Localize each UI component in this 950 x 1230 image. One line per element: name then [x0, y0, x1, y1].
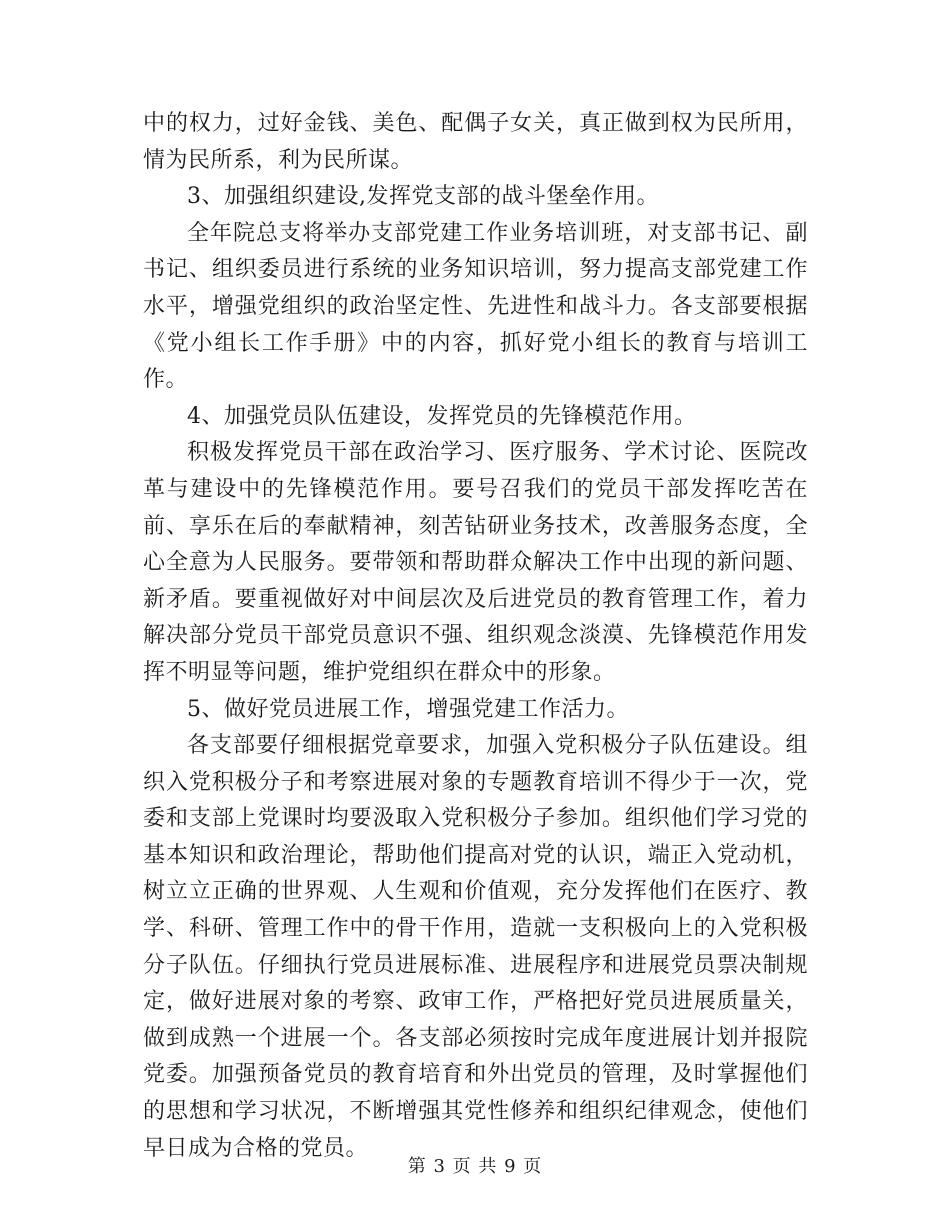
paragraph-development: 各支部要仔细根据党章要求，加强入党积极分子队伍建设。组织入党积极分子和考察进展对象的专题教育培训不得少于一次，党委和支部上党课时均要汲取入党积极分子参加。组织他们学习党的基本知识和政治理论，帮助他们提高对党的认识，端正入党动机，树立立正确的世界观、人生观和价值观，充分发挥他们在医疗、教学、科研、管理工作中的骨干作用，造就一支积极向上的入党积极分子队伍。仔细执行党员进展标准、进展程序和进展党员票决制规定，做好进展对象的考察、政审工作，严格把好党员进展质量关，做到成熟一个进展一个。各支部必须按时完成年度进展计划并报院党委。加强预备党员的教育培育和外出党员的管理，及时掌握他们的思想和学习状况，不断增强其党性修养和组织纪律观念，使他们早日成为合格的党员。	[143, 733, 808, 1161]
paragraph-members: 积极发挥党员干部在政治学习、医疗服务、学术讨论、医院改革与建设中的先锋模范作用。要号召我们的党员干部发挥吃苦在前、享乐在后的奉献精神，刻苦钻研业务技术，改善服务态度，全心全意为人民服务。要带领和帮助群众解决工作中出现的新问题、新矛盾。要重视做好对中间层次及后进党员的教育管理工作，着力解决部分党员干部党员意识不强、组织观念淡漠、先锋模范作用发挥不明显等问题，维护党组织在群众中的形象。	[143, 440, 808, 685]
paragraph-organization: 全年院总支将举办支部党建工作业务培训班，对支部书记、副书记、组织委员进行系统的业务知识培训，努力提高支部党建工作水平，增强党组织的政治坚定性、先进性和战斗力。各支部要根据《党小组长工作手册》中的内容，抓好党小组长的教育与培训工作。	[143, 220, 808, 393]
section-heading-3: 3、加强组织建设,发挥党支部的战斗堡垒作用。	[187, 184, 659, 210]
page-number-footer: 第 3 页 共 9 页	[407, 1156, 543, 1177]
paragraph-continuation: 中的权力，过好金钱、美色、配偶子女关，真正做到权为民所用，情为民所系，利为民所谋。	[143, 111, 808, 173]
section-heading-4: 4、加强党员队伍建设，发挥党员的先锋模范作用。	[187, 403, 697, 429]
document-body	[143, 106, 808, 1167]
section-heading-5: 5、做好党员进展工作，增强党建工作活力。	[187, 696, 629, 722]
